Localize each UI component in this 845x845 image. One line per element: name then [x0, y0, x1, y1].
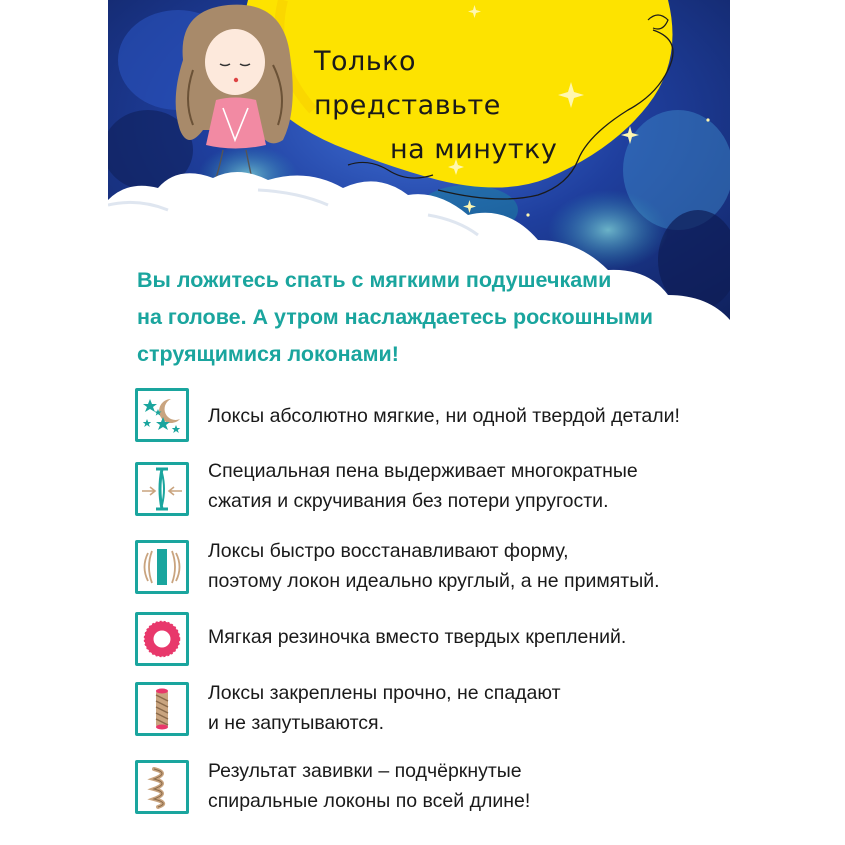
feature-item	[135, 540, 755, 600]
feature-item	[135, 682, 755, 742]
intro-line2: на голове. А утром наслаждаетесь роскошными	[137, 305, 653, 329]
moon-stars-icon	[135, 388, 189, 442]
feature-line: спиральные локоны по всей длине!	[208, 790, 531, 812]
feature-item	[135, 462, 755, 522]
feature-line: Локсы быстро восстанавливают форму,	[208, 540, 569, 562]
intro-line3: струящимися локонами!	[137, 342, 399, 366]
compression-arrows-icon	[135, 462, 189, 516]
scrunchie-ring-icon	[135, 612, 189, 666]
feature-line: Локсы абсолютно мягкие, ни одной твердой детали!	[208, 405, 680, 427]
bubble-title	[314, 40, 604, 172]
feature-line: сжатия и скручивания без потери упругости.	[208, 490, 609, 512]
feature-line: поэтому локон идеально круглый, а не примятый.	[208, 570, 660, 592]
restore-shape-icon	[135, 540, 189, 594]
feature-line: Специальная пена выдерживает многократные	[208, 460, 638, 482]
feature-text	[208, 401, 680, 431]
feature-text	[208, 622, 626, 652]
feature-item	[135, 760, 755, 820]
feature-line: Результат завивки – подчёркнутые	[208, 760, 522, 782]
bubble-title-line2: на минутку	[390, 134, 558, 165]
intro-line1: Вы ложитесь спать с мягкими подушечками	[137, 268, 612, 292]
intro-text	[137, 262, 657, 373]
spiral-curl-icon	[135, 760, 189, 814]
feature-text	[208, 756, 530, 816]
feature-line: Мягкая резиночка вместо твердых креплений.	[208, 626, 627, 648]
feature-text	[208, 536, 660, 596]
feature-text	[208, 456, 638, 516]
feature-text	[208, 678, 561, 738]
bubble-title-line1: Только представьте	[314, 46, 501, 121]
feature-line: и не запутываются.	[208, 712, 385, 734]
feature-line: Локсы закреплены прочно, не спадают	[208, 682, 561, 704]
twisted-curler-icon	[135, 682, 189, 736]
feature-item	[135, 612, 755, 672]
feature-item	[135, 388, 755, 448]
